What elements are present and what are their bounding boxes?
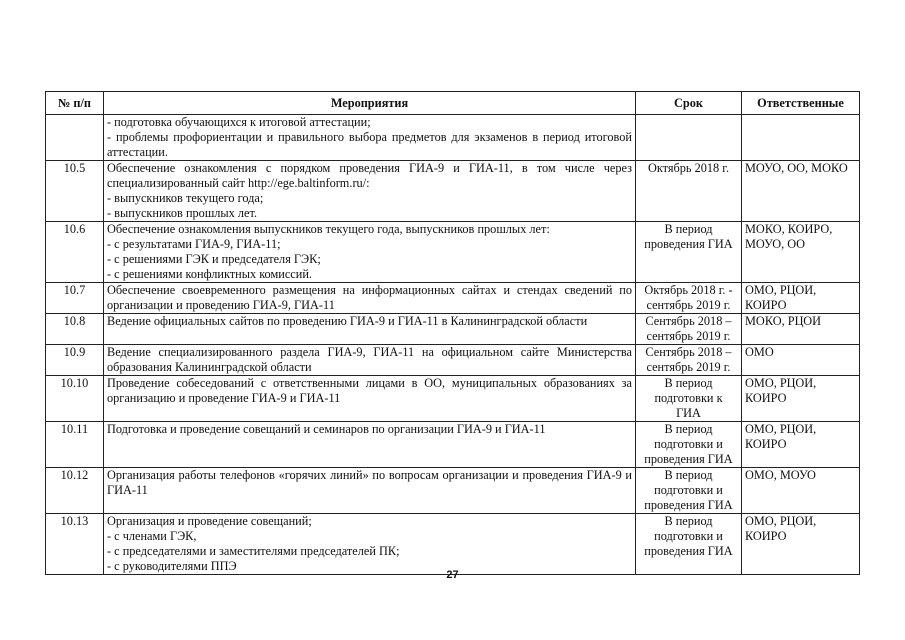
table-header-row: [46, 92, 860, 115]
page-number: 27: [446, 569, 459, 581]
term-line: сентябрь 2019 г.: [646, 360, 731, 374]
responsible-cell: [742, 468, 860, 514]
term-line: В период: [664, 376, 713, 390]
event-line: Подготовка и проведение совещаний и семинаров по организации ГИА-9 и ГИА-11: [107, 422, 546, 436]
event-line: - с членами ГЭК,: [107, 529, 197, 543]
responsible-cell: [742, 345, 860, 376]
term-line: сентябрь 2019 г.: [646, 298, 731, 312]
event-line: - выпускников прошлых лет.: [107, 206, 258, 220]
event-line: Обеспечение ознакомления выпускников текущего года, выпускников прошлых лет:: [107, 222, 550, 236]
event-line: Ведение официальных сайтов по проведению ГИА-9 и ГИА-11 в Калининградской области: [107, 314, 588, 328]
term-line: проведения ГИА: [644, 237, 733, 251]
row-number: 10.7: [46, 283, 104, 314]
responsible-line: КОИРО: [745, 437, 787, 451]
term-cell: [636, 161, 742, 222]
term-line: Сентябрь 2018 –: [645, 314, 732, 328]
event-line: - выпускников текущего года;: [107, 191, 264, 205]
responsible-line: МОУО, ОО: [745, 237, 806, 251]
event-line: - с результатами ГИА-9, ГИА-11;: [107, 237, 281, 251]
table-body: [46, 115, 860, 575]
event-cell: [104, 514, 636, 575]
row-number: 10.13: [46, 514, 104, 575]
row-number: 10.6: [46, 222, 104, 283]
event-line: - с председателями и заместителями председателей ПК;: [107, 544, 400, 558]
responsible-line: МОУО, ОО, МОКО: [745, 161, 848, 175]
term-line: подготовки и: [654, 437, 723, 451]
event-line: Организация работы телефонов «горячих линий» по вопросам организации и проведения ГИА-9 и ГИА-11: [107, 468, 632, 497]
responsible-line: КОИРО: [745, 298, 787, 312]
row-number: 10.9: [46, 345, 104, 376]
term-cell: [636, 222, 742, 283]
event-cell: [104, 161, 636, 222]
term-line: В период: [664, 468, 713, 482]
term-cell: [636, 115, 742, 161]
term-cell: [636, 468, 742, 514]
term-cell: [636, 314, 742, 345]
event-line: - проблемы профориентации и правильного выбора предметов для экзаменов в период итоговой аттестации.: [107, 130, 632, 159]
table-row: [46, 345, 860, 376]
row-number: 10.10: [46, 376, 104, 422]
table-row: [46, 514, 860, 575]
event-cell: [104, 283, 636, 314]
responsible-line: ОМО, МОУО: [745, 468, 816, 482]
header-num: № п/п: [46, 92, 104, 115]
responsible-line: ОМО, РЦОИ,: [745, 514, 817, 528]
responsible-cell: [742, 161, 860, 222]
term-line: В период: [664, 514, 713, 528]
term-cell: [636, 345, 742, 376]
table-row: [46, 376, 860, 422]
event-cell: [104, 422, 636, 468]
term-cell: [636, 422, 742, 468]
term-line: подготовки к: [654, 391, 723, 405]
event-cell: [104, 314, 636, 345]
event-cell: [104, 222, 636, 283]
event-cell: [104, 115, 636, 161]
table-row: [46, 283, 860, 314]
term-line: В период: [664, 222, 713, 236]
responsible-line: МОКО, РЦОИ: [745, 314, 822, 328]
term-line: подготовки и: [654, 529, 723, 543]
responsible-line: ОМО, РЦОИ,: [745, 422, 817, 436]
row-number: 10.11: [46, 422, 104, 468]
header-responsible: Ответственные: [742, 92, 860, 115]
term-line: Октябрь 2018 г. -: [644, 283, 733, 297]
responsible-cell: [742, 314, 860, 345]
table-row: [46, 422, 860, 468]
term-cell: [636, 514, 742, 575]
term-line: ГИА: [676, 406, 701, 420]
table-row: [46, 222, 860, 283]
table-row: [46, 161, 860, 222]
row-number: 10.8: [46, 314, 104, 345]
table-row: [46, 115, 860, 161]
row-number: 10.5: [46, 161, 104, 222]
responsible-cell: [742, 514, 860, 575]
responsible-cell: [742, 283, 860, 314]
term-line: Сентябрь 2018 –: [645, 345, 732, 359]
term-line: Октябрь 2018 г.: [647, 161, 730, 175]
event-line: Обеспечение ознакомления с порядком проведения ГИА-9 и ГИА-11, в том числе через специализированный сайт http://ege.baltinform.ru/:: [107, 161, 632, 190]
term-line: В период: [664, 422, 713, 436]
event-line: Организация и проведение совещаний;: [107, 514, 312, 528]
event-cell: [104, 376, 636, 422]
responsible-cell: [742, 376, 860, 422]
term-line: сентябрь 2019 г.: [646, 329, 731, 343]
event-cell: [104, 468, 636, 514]
header-term: Срок: [636, 92, 742, 115]
responsible-line: ОМО: [745, 345, 774, 359]
event-line: Ведение специализированного раздела ГИА-9, ГИА-11 на официальном сайте Министерства образования Калининградской области: [107, 345, 632, 374]
event-line: - с решениями ГЭК и председателя ГЭК;: [107, 252, 321, 266]
event-cell: [104, 345, 636, 376]
responsible-line: МОКО, КОИРО,: [745, 222, 833, 236]
header-event: Мероприятия: [104, 92, 636, 115]
responsible-line: КОИРО: [745, 529, 787, 543]
responsible-cell: [742, 115, 860, 161]
term-cell: [636, 376, 742, 422]
term-line: проведения ГИА: [644, 452, 733, 466]
event-line: - с руководителями ППЭ: [107, 559, 237, 573]
responsible-cell: [742, 222, 860, 283]
responsible-cell: [742, 422, 860, 468]
term-line: подготовки и: [654, 483, 723, 497]
event-line: Проведение собеседований с ответственными лицами в ОО, муниципальных образованиях за организацию и проведение ГИА-9 и ГИА-11: [107, 376, 632, 405]
table-row: [46, 314, 860, 345]
row-number: 10.12: [46, 468, 104, 514]
responsible-line: КОИРО: [745, 391, 787, 405]
responsible-line: ОМО, РЦОИ,: [745, 376, 817, 390]
event-line: - подготовка обучающихся к итоговой аттестации;: [107, 115, 371, 129]
term-cell: [636, 283, 742, 314]
term-line: проведения ГИА: [644, 544, 733, 558]
table-row: [46, 468, 860, 514]
event-line: Обеспечение своевременного размещения на информационных сайтах и стендах сведений по организации и проведению ГИА-9, ГИА-11: [107, 283, 632, 312]
term-line: проведения ГИА: [644, 498, 733, 512]
event-line: - с решениями конфликтных комиссий.: [107, 267, 312, 281]
row-number: [46, 115, 104, 161]
events-table: [45, 91, 860, 575]
responsible-line: ОМО, РЦОИ,: [745, 283, 817, 297]
